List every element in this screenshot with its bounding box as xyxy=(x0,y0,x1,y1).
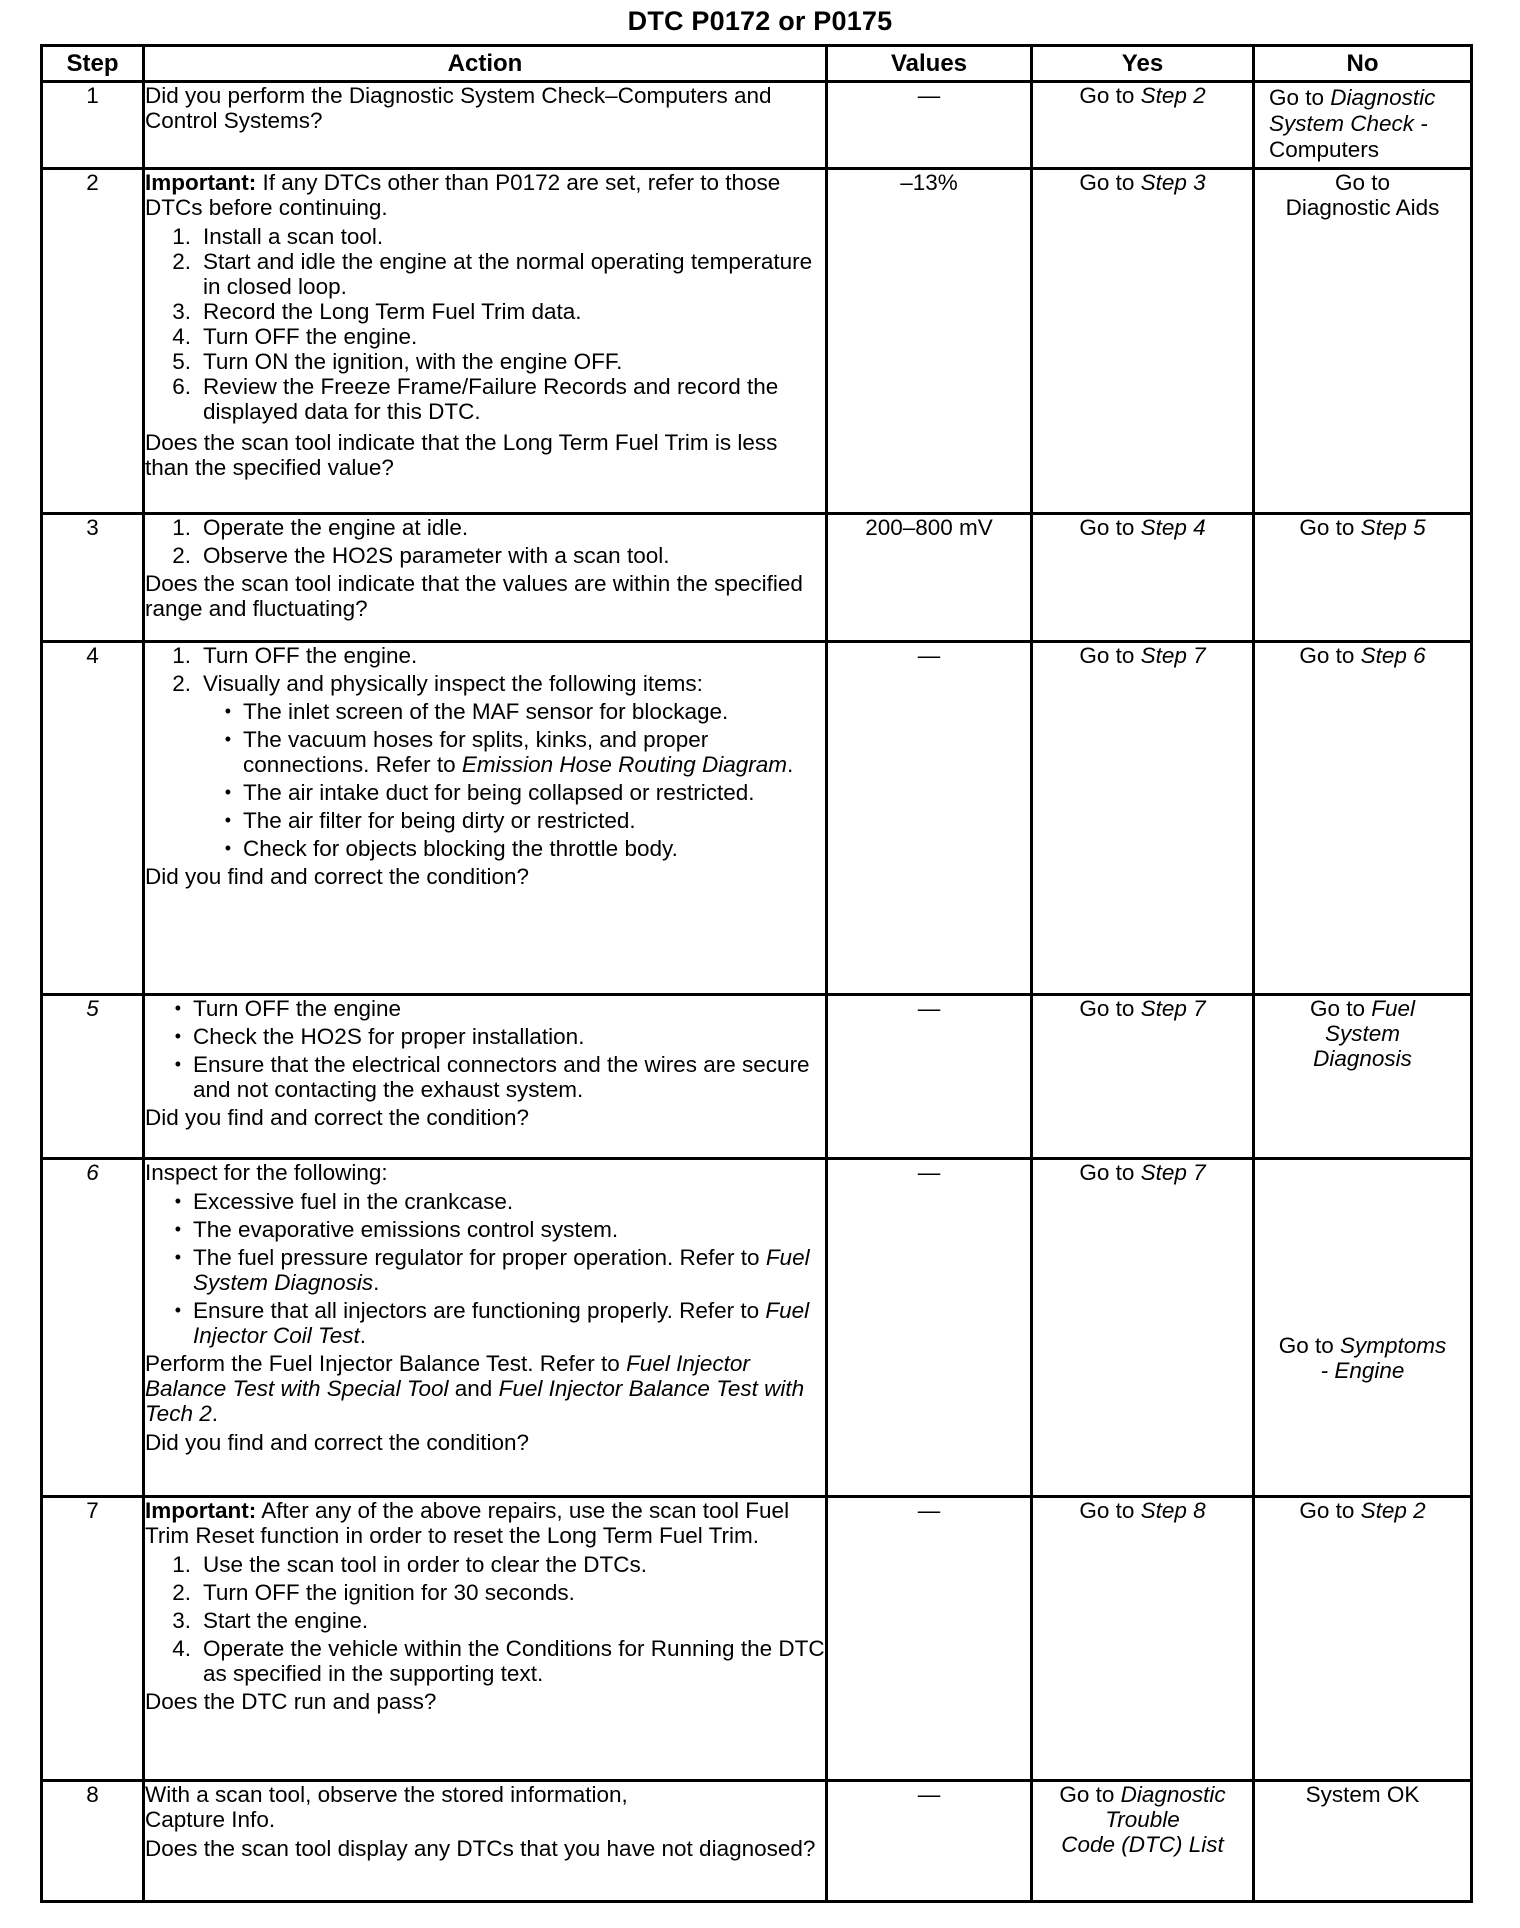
important-text: If any DTCs other than P0172 are set, refer to those DTCs before continuing. xyxy=(145,170,781,220)
no-cell[interactable] xyxy=(1254,1497,1472,1781)
numbered-step xyxy=(145,374,825,424)
step-num: 4. xyxy=(172,324,191,349)
important-text: After any of the above repairs, use the scan tool Fuel Trim Reset function in order to reset the Long Term Fuel Trim. xyxy=(145,1498,790,1548)
yes-cell[interactable] xyxy=(1032,1159,1254,1497)
table-row xyxy=(42,169,1472,514)
diagnostic-table xyxy=(40,44,1473,1903)
step-num: 3. xyxy=(172,1608,191,1633)
yes-link[interactable]: Step 3 xyxy=(1140,170,1206,195)
step-num: 1. xyxy=(172,643,191,668)
bullet-icon: • xyxy=(224,838,231,858)
step-number: 8 xyxy=(42,1781,144,1902)
no-prefix: Go to xyxy=(1299,1498,1361,1523)
step-text: Use the scan tool in order to clear the DTCs. xyxy=(203,1552,647,1577)
action-cell xyxy=(144,1781,827,1902)
yes-prefix: Go to xyxy=(1079,515,1141,540)
numbered-step xyxy=(145,1636,825,1686)
bullet-text xyxy=(193,1245,825,1295)
bullet-text-part: Ensure that all injectors are functioning properly. Refer to xyxy=(193,1298,766,1323)
values-cell: — xyxy=(827,642,1032,995)
yes-link[interactable]: Step 4 xyxy=(1140,515,1206,540)
bullet-text: Excessive fuel in the crankcase. xyxy=(193,1189,514,1214)
values-cell: — xyxy=(827,82,1032,169)
yes-prefix: Go to xyxy=(1079,1498,1141,1523)
step-num: 1. xyxy=(172,224,191,249)
table-row xyxy=(42,1159,1472,1497)
step-num: 3. xyxy=(172,299,191,324)
yes-cell[interactable] xyxy=(1032,1497,1254,1781)
no-link-line2[interactable]: - Engine xyxy=(1320,1357,1405,1383)
header-step: Step xyxy=(42,46,144,82)
bullet-text: The air intake duct for being collapsed or restricted. xyxy=(243,780,755,805)
bullet-item xyxy=(145,699,825,724)
action-question: Did you find and correct the condition? xyxy=(145,1105,529,1130)
values-cell: — xyxy=(827,1781,1032,1902)
bullet-item xyxy=(145,996,825,1021)
numbered-step xyxy=(145,671,825,696)
bullet-item xyxy=(145,1245,825,1295)
values-cell: 200–800 mV xyxy=(827,514,1032,642)
yes-link[interactable]: Diagnostic xyxy=(1120,1782,1226,1807)
numbered-step xyxy=(145,349,825,374)
values-cell: –13% xyxy=(827,169,1032,514)
step-number: 3 xyxy=(42,514,144,642)
no-prefix: Go to xyxy=(1269,85,1331,110)
perform-instruction xyxy=(145,1351,825,1426)
no-link[interactable]: Step 2 xyxy=(1360,1498,1426,1523)
important-label: Important: xyxy=(145,1498,257,1523)
no-link-line3[interactable]: Diagnosis xyxy=(1313,1046,1412,1071)
yes-link[interactable]: Step 7 xyxy=(1140,643,1206,668)
bullet-text: The air filter for being dirty or restricted. xyxy=(243,808,636,833)
step-num: 1. xyxy=(172,515,191,540)
bullet-item xyxy=(145,727,825,777)
action-intro: Inspect for the following: xyxy=(145,1160,388,1185)
yes-prefix: Go to xyxy=(1079,1160,1141,1185)
bullet-item xyxy=(145,1217,825,1242)
values-cell: — xyxy=(827,995,1032,1159)
numbered-steps xyxy=(145,224,825,424)
yes-prefix: Go to xyxy=(1059,1782,1121,1807)
bullet-item xyxy=(145,1052,825,1102)
yes-prefix: Go to xyxy=(1079,643,1141,668)
bullet-text xyxy=(193,1298,825,1348)
no-link[interactable]: Fuel xyxy=(1371,996,1416,1021)
no-cell[interactable] xyxy=(1254,1159,1472,1497)
step-number: 2 xyxy=(42,169,144,514)
perform-end: . xyxy=(211,1401,218,1426)
bullet-text: Check the HO2S for proper installation. xyxy=(193,1024,585,1049)
bullet-item xyxy=(145,780,825,805)
no-link[interactable]: Symptoms xyxy=(1340,1332,1447,1358)
bullet-text: The inlet screen of the MAF sensor for blockage. xyxy=(243,699,729,724)
yes-cell[interactable] xyxy=(1032,995,1254,1159)
step-num: 1. xyxy=(172,1552,191,1577)
perform-and: and xyxy=(448,1376,499,1401)
bullet-text-end: . xyxy=(787,752,794,777)
yes-link[interactable]: Step 8 xyxy=(1140,1498,1206,1523)
numbered-step xyxy=(145,249,825,299)
bullet-icon: • xyxy=(174,1191,181,1211)
reference-link[interactable]: Fuel Injector Balance Test with Special Tool xyxy=(145,1351,750,1401)
bullet-text-part: The vacuum hoses for splits, kinks, and proper connections. Refer to xyxy=(243,727,709,777)
bullet-text-end: . xyxy=(373,1270,380,1295)
action-question: Does the scan tool indicate that the values are within the specified range and fluctuating? xyxy=(145,571,803,621)
action-cell xyxy=(144,995,827,1159)
yes-link-line2[interactable]: Trouble xyxy=(1105,1807,1180,1832)
no-link-line2[interactable]: System xyxy=(1324,1021,1400,1046)
bullet-icon: • xyxy=(224,810,231,830)
bullet-icon: • xyxy=(224,701,231,721)
header-yes: Yes xyxy=(1032,46,1254,82)
action-cell xyxy=(144,169,827,514)
page-title: DTC P0172 or P0175 xyxy=(627,6,893,36)
table-row xyxy=(42,1781,1472,1902)
table-row xyxy=(42,1497,1472,1781)
action-question: Did you find and correct the condition? xyxy=(145,864,529,889)
no-cell[interactable] xyxy=(1254,514,1472,642)
action-cell xyxy=(144,1159,827,1497)
table-row xyxy=(42,642,1472,995)
step-num: 2. xyxy=(172,543,191,568)
step-num: 5. xyxy=(172,349,191,374)
numbered-step xyxy=(145,1552,825,1577)
important-label: Important: xyxy=(145,170,257,195)
bullet-text-part: The fuel pressure regulator for proper operation. Refer to xyxy=(193,1245,766,1270)
header-values: Values xyxy=(827,46,1032,82)
step-number: 5 xyxy=(42,995,144,1159)
header-row xyxy=(42,46,1472,82)
table-row xyxy=(42,514,1472,642)
numbered-step xyxy=(145,543,825,568)
yes-prefix: Go to xyxy=(1079,83,1141,108)
step-text: Start the engine. xyxy=(203,1608,369,1633)
step-number: 6 xyxy=(42,1159,144,1497)
step-text: Record the Long Term Fuel Trim data. xyxy=(203,299,582,324)
step-text: Operate the vehicle within the Conditions for Running the DTC as specified in the supporting text. xyxy=(203,1636,825,1686)
step-text: Turn OFF the ignition for 30 seconds. xyxy=(203,1580,575,1605)
perform-text: Perform the Fuel Injector Balance Test. Refer to xyxy=(145,1351,627,1376)
values-cell: — xyxy=(827,1497,1032,1781)
bullet-text xyxy=(243,727,825,777)
bullet-icon: • xyxy=(174,1054,181,1074)
step-text: Review the Freeze Frame/Failure Records and record the displayed data for this DTC. xyxy=(203,374,779,424)
no-cell[interactable] xyxy=(1254,642,1472,995)
step-number: 1 xyxy=(42,82,144,169)
step-text: Turn OFF the engine. xyxy=(203,643,418,668)
step-num: 4. xyxy=(172,1636,191,1661)
no-cell: System OK xyxy=(1254,1781,1472,1902)
bullet-list xyxy=(145,699,825,861)
reference-link[interactable]: Fuel Injector Coil Test xyxy=(193,1298,810,1348)
step-num: 2. xyxy=(172,1580,191,1605)
step-number: 7 xyxy=(42,1497,144,1781)
no-link[interactable]: Diagnostic System Check - xyxy=(1269,85,1436,136)
no-cell[interactable] xyxy=(1254,169,1472,514)
no-suffix: Computers xyxy=(1269,137,1380,162)
step-num: 6. xyxy=(172,374,191,399)
no-line1: Go to xyxy=(1334,170,1391,195)
bullet-icon: • xyxy=(174,1300,181,1320)
header-no: No xyxy=(1254,46,1472,82)
values-cell: — xyxy=(827,1159,1032,1497)
yes-link-line3[interactable]: Code (DTC) List xyxy=(1061,1832,1224,1857)
bullet-item xyxy=(145,1189,825,1214)
reference-link[interactable]: Fuel Injector Balance Test with Tech 2 xyxy=(145,1376,805,1426)
no-link[interactable]: Step 6 xyxy=(1360,643,1426,668)
bullet-text: Ensure that the electrical connectors and the wires are secure and not contacting the exhaust system. xyxy=(193,1052,810,1102)
no-cell[interactable] xyxy=(1254,995,1472,1159)
bullet-icon: • xyxy=(224,782,231,802)
step-num: 2. xyxy=(172,671,191,696)
yes-prefix: Go to xyxy=(1079,996,1141,1021)
header-action: Action xyxy=(144,46,827,82)
bullet-icon: • xyxy=(224,729,231,749)
action-cell xyxy=(144,82,827,169)
bullet-icon: • xyxy=(174,1247,181,1267)
bullet-text-end: . xyxy=(359,1323,367,1348)
no-link[interactable]: Diagnostic Aids xyxy=(1285,195,1440,220)
numbered-step xyxy=(145,1608,825,1633)
table-row xyxy=(42,995,1472,1159)
no-prefix: Go to xyxy=(1278,1332,1340,1358)
bullet-item xyxy=(145,1024,825,1049)
step-text: Turn ON the ignition, with the engine OFF. xyxy=(203,349,623,374)
table-row xyxy=(42,82,1472,169)
action-cell xyxy=(144,514,827,642)
yes-cell[interactable] xyxy=(1032,514,1254,642)
step-text: Observe the HO2S parameter with a scan tool. xyxy=(203,543,670,568)
bullet-text: Check for objects blocking the throttle body. xyxy=(243,836,678,861)
action-question: Does the scan tool indicate that the Long Term Fuel Trim is less than the specified value? xyxy=(145,430,778,480)
action-question: Did you perform the Diagnostic System Check–Computers and Control Systems? xyxy=(145,83,772,133)
no-prefix: Go to xyxy=(1299,515,1361,540)
yes-link[interactable]: Step 7 xyxy=(1140,996,1206,1021)
no-cell[interactable] xyxy=(1254,82,1472,169)
reference-link[interactable]: Fuel System Diagnosis xyxy=(193,1245,810,1295)
bullet-item xyxy=(145,1298,825,1348)
step-text: Turn OFF the engine. xyxy=(203,324,418,349)
no-prefix: Go to xyxy=(1309,996,1372,1021)
step-text: Operate the engine at idle. xyxy=(203,515,469,540)
bullet-item xyxy=(145,836,825,861)
bullet-icon: • xyxy=(174,998,181,1018)
yes-link[interactable]: Step 2 xyxy=(1140,83,1206,108)
bullet-item xyxy=(145,808,825,833)
numbered-step xyxy=(145,515,825,540)
step-num: 2. xyxy=(172,249,191,274)
numbered-step xyxy=(145,224,825,249)
yes-prefix: Go to xyxy=(1079,170,1141,195)
bullet-icon: • xyxy=(174,1026,181,1046)
action-question: Does the scan tool display any DTCs that you have not diagnosed? xyxy=(145,1836,816,1861)
bullet-text: The evaporative emissions control system. xyxy=(193,1217,619,1242)
reference-link[interactable]: Emission Hose Routing Diagram xyxy=(461,752,788,777)
action-cell xyxy=(144,1497,827,1781)
important-note xyxy=(145,1498,825,1548)
action-cell xyxy=(144,642,827,995)
action-intro: With a scan tool, observe the stored information, Capture Info. xyxy=(145,1782,628,1832)
yes-cell[interactable] xyxy=(1032,82,1254,169)
numbered-step xyxy=(145,1580,825,1605)
step-text: Visually and physically inspect the following items: xyxy=(203,671,703,696)
step-text: Install a scan tool. xyxy=(203,224,384,249)
action-question: Does the DTC run and pass? xyxy=(145,1689,437,1714)
yes-link[interactable]: Step 7 xyxy=(1140,1160,1206,1185)
bullet-text: Turn OFF the engine xyxy=(193,996,402,1021)
action-question: Did you find and correct the condition? xyxy=(145,1430,529,1455)
numbered-step xyxy=(145,324,825,349)
bullet-icon: • xyxy=(174,1219,181,1239)
yes-cell[interactable] xyxy=(1032,1781,1254,1902)
step-number: 4 xyxy=(42,642,144,995)
step-text: Start and idle the engine at the normal operating temperature in closed loop. xyxy=(203,249,813,299)
yes-cell[interactable] xyxy=(1032,169,1254,514)
numbered-step xyxy=(145,643,825,668)
no-link[interactable]: Step 5 xyxy=(1360,515,1426,540)
yes-cell[interactable] xyxy=(1032,642,1254,995)
important-note xyxy=(145,170,825,220)
no-prefix: Go to xyxy=(1299,643,1361,668)
numbered-step xyxy=(145,299,825,324)
